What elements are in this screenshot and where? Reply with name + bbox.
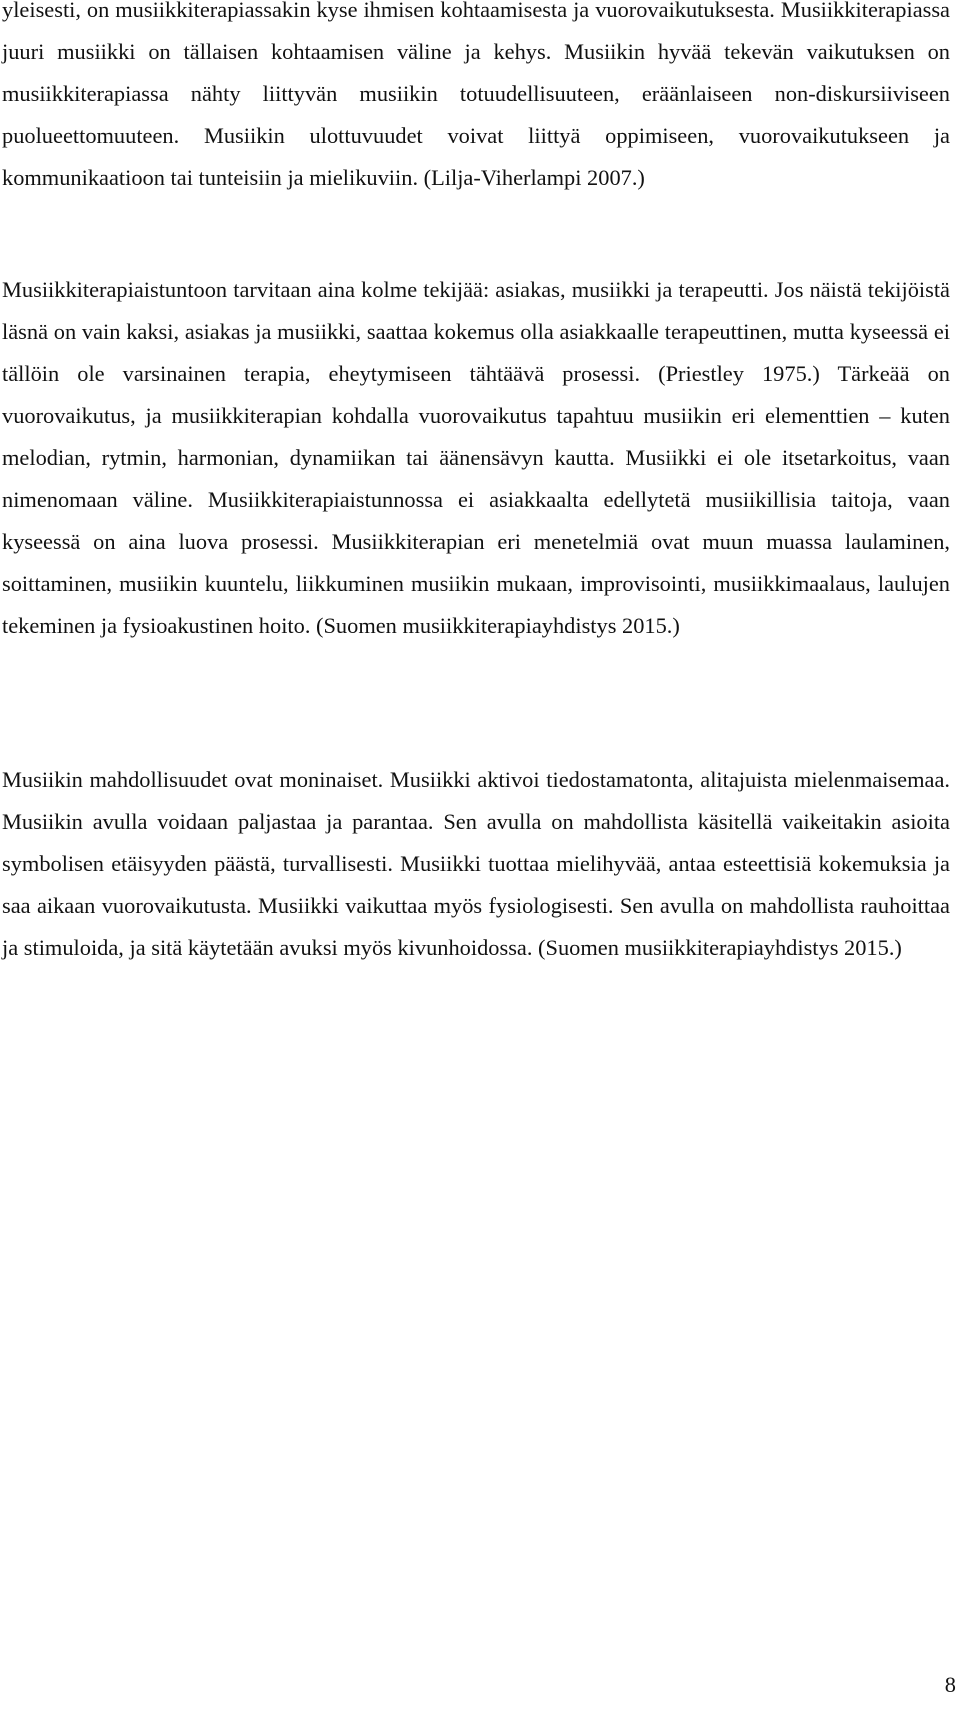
body-paragraph-3: Musiikin mahdollisuudet ovat moninaiset. Musiikki aktivoi tiedostamatonta, alitajuista mielenmaisemaa. Musiikin avulla voidaan paljastaa ja parantaa. Sen avulla on mahdollista käsitellä vaikeitakin asioita symbolisen etäisyyden päästä, turvallisesti. Musiikki tuottaa mielihyvää, antaa esteettisiä kokemuksia ja saa aikaan vuorovaikutusta. Musiikki vaikuttaa myös fysiologisesti. Sen avulla on mahdollista rauhoittaa ja stimuloida, ja sitä käytetään avuksi myös kivunhoidossa. (Suomen musiikkiterapiayhdistys 2015.) [2,767,950,960]
body-paragraph-1: yleisesti, on musiikkiterapiassakin kyse ihmisen kohtaamisesta ja vuorovaikutuksesta. Musiikkiterapiassa juuri musiikki on tällaisen kohtaamisen väline ja kehys. Musiikin hyvää tekevän vaikutuksen on musiikkiterapiassa nähty liittyvän musiikin totuudellisuuteen, eräänlaiseen non-diskursiiviseen puolueettomuuteen. Musiikin ulottuvuudet voivat liittyä oppimiseen, vuorovaikutukseen ja kommunikaatioon tai tunteisiin ja mielikuviin. (Lilja-Viherlampi 2007.) [2,0,950,190]
body-paragraph-2: Musiikkiterapiaistuntoon tarvitaan aina kolme tekijää: asiakas, musiikki ja terapeutti. Jos näistä tekijöistä läsnä on vain kaksi, asiakas ja musiikki, saattaa kokemus olla asiakkaalle terapeuttinen, mutta kyseessä ei tällöin ole varsinainen terapia, eheytymiseen tähtäävä prosessi. (Priestley 1975.) Tärkeää on vuorovaikutus, ja musiikkiterapian kohdalla vuorovaikutus tapahtuu musiikin eri elementtien – kuten melodian, rytmin, harmonian, dynamiikan tai äänensävyn kautta. Musiikki ei ole itsetarkoitus, vaan nimenomaan väline. Musiikkiterapiaistunnossa ei asiakkaalta edellytetä musiikillisia taitoja, vaan kyseessä on aina luova prosessi. Musiikkiterapian eri menetelmiä ovat muun muassa laulaminen, soittaminen, musiikin kuuntelu, liikkuminen musiikin mukaan, improvisointi, musiikkimaalaus, laulujen tekeminen ja fysioakustinen hoito. (Suomen musiikkiterapiayhdistys 2015.) [2,277,950,638]
page-number: 8 [944,1672,956,1697]
